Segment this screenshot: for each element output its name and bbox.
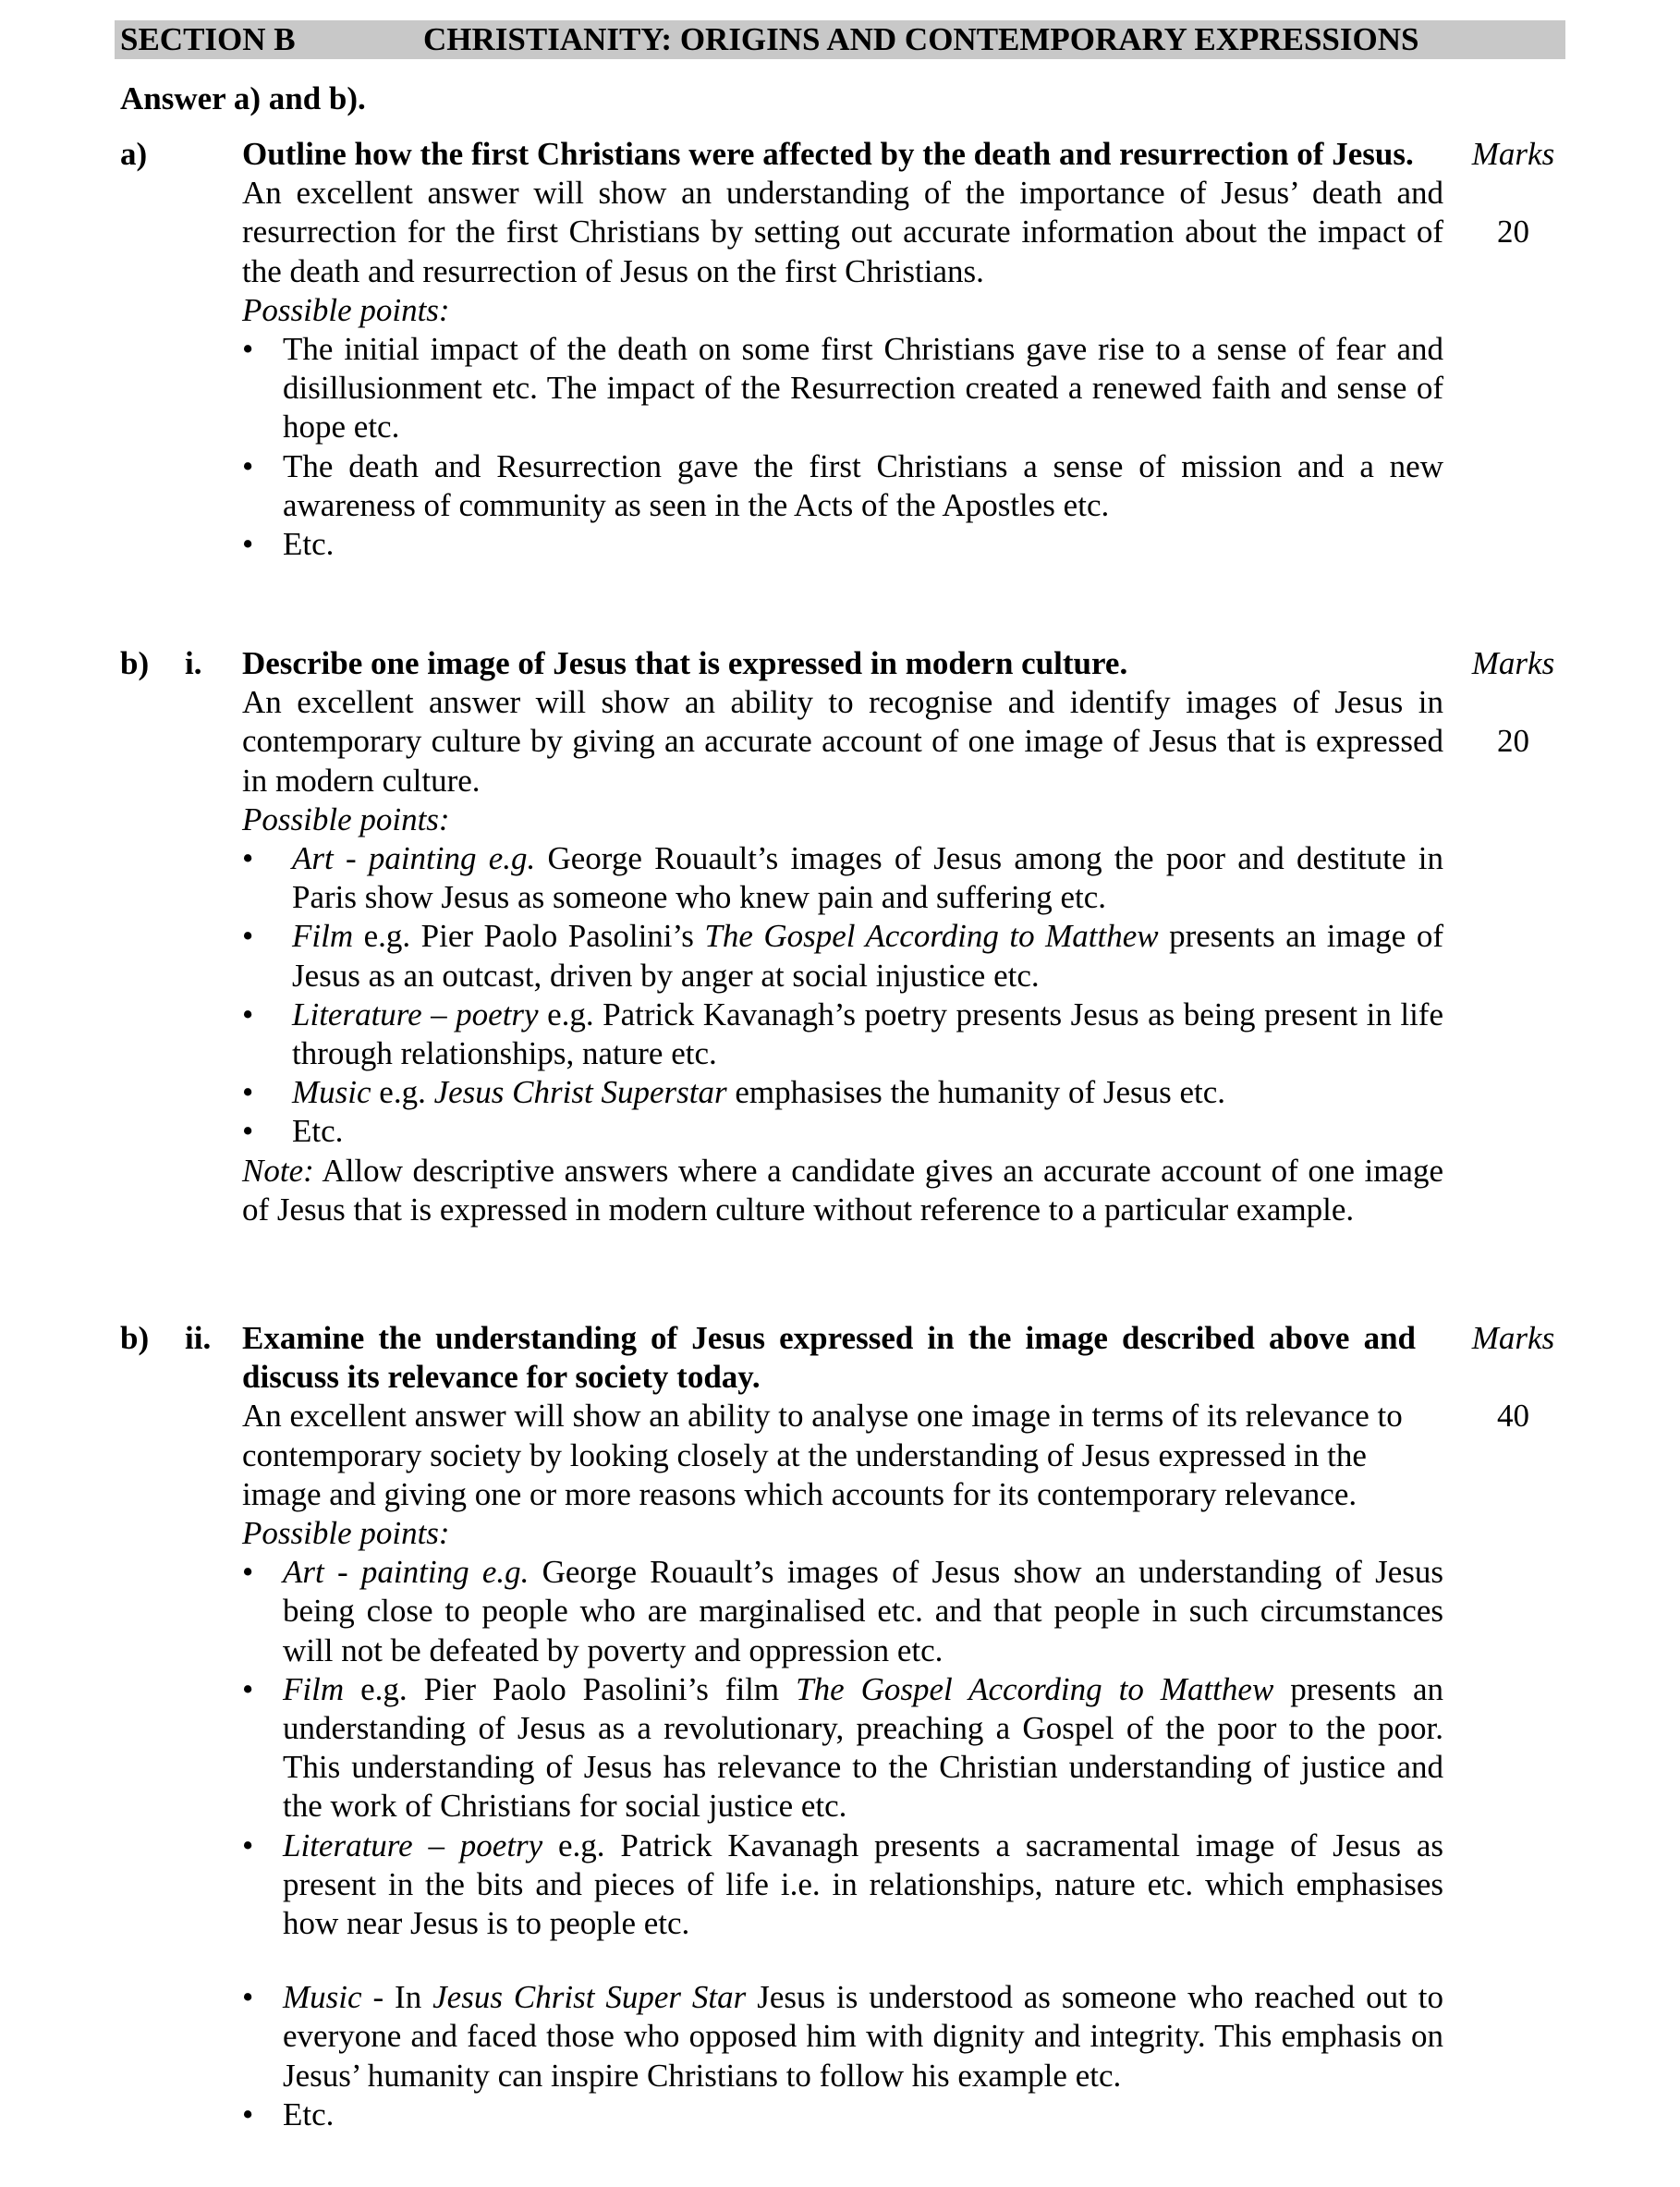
question-a-answer: An excellent answer will show an understanding of the importance of Jesus’ death and resurrection for the first Christians by setting out accurate information about the impact of the death and resurrection of Jesus on the first Christians.	[242, 175, 1443, 289]
marks-label: Marks	[1471, 645, 1555, 681]
list-item: • Music - In Jesus Christ Super Star Jesus is understood as someone who reached out to everyone and faced those who opposed him with dignity and integrity. This emphasis on Jesus’ humanity can inspire Christians to follow his example etc.	[242, 1979, 1443, 2094]
bullet-icon: •	[242, 1670, 254, 1707]
question-b-label: b)	[120, 1320, 150, 1356]
question-b-i-answer: An excellent answer will show an ability to recognise and identify images of Jesus in contemporary culture by giving an accurate account of one image of Jesus that is expressed in modern culture.	[242, 684, 1443, 799]
question-b-sublabel: ii.	[185, 1320, 212, 1356]
question-b-label: b)	[120, 645, 150, 681]
list-item: • Art - painting e.g. George Rouault’s images of Jesus among the poor and destitute in Paris show Jesus as someone who knew pain and suffering etc.	[242, 840, 1443, 916]
question-b-ii-body	[242, 1319, 1443, 2134]
bullet-icon: •	[242, 1554, 254, 1591]
section-header	[115, 20, 1565, 59]
list-item: • Literature – poetry e.g. Patrick Kavanagh presents a sacramental image of Jesus as present in the bits and pieces of life i.e. in relationships, nature etc. which emphasises how near Jesus is to people etc.	[242, 1827, 1443, 1942]
list-item: • Film e.g. Pier Paolo Pasolini’s film The Gospel According to Matthew presents an understanding of Jesus as a revolutionary, preaching a Gospel of the poor to the poor. This understanding of Jesus has relevance to the Christian understanding of justice and the work of Christians for social justice etc.	[242, 1670, 1443, 1825]
question-b-i-text: Describe one image of Jesus that is expressed in modern culture.	[242, 645, 1128, 681]
bullet-icon: •	[242, 918, 254, 955]
bullet-icon: •	[242, 526, 254, 563]
points-list	[242, 330, 1443, 564]
marks-b-i	[1460, 644, 1566, 761]
list-item: • Art - painting e.g. George Rouault’s images of Jesus show an understanding of Jesus being close to people who are marginalised etc. and that people in such circumstances will not be defeated by poverty and oppression etc.	[242, 1554, 1443, 1668]
bullet-icon: •	[242, 1827, 254, 1863]
marks-label: Marks	[1471, 136, 1555, 172]
instruction: Answer a) and b).	[120, 80, 366, 116]
question-a-text: Outline how the first Christians were affected by the death and resurrection of Jesus.	[242, 136, 1414, 172]
bullet-icon: •	[242, 447, 254, 484]
list-item: • Music e.g. Jesus Christ Superstar emphasises the humanity of Jesus etc.	[242, 1073, 1443, 1112]
list-item: • The initial impact of the death on some first Christians gave rise to a sense of fear and disillusionment etc. The impact of the Resurrection created a renewed faith and sense of hope etc.	[242, 331, 1443, 446]
bullet-icon: •	[242, 1074, 254, 1111]
marks-value: 20	[1497, 723, 1529, 759]
question-b-ii-answer: An excellent answer will show an ability to analyse one image in terms of its relevance to contemporary society by looking closely at the understanding of Jesus expressed in the image and giving one or more reasons which accounts for its contemporary relevance.	[242, 1398, 1403, 1512]
list-item: • Literature – poetry e.g. Patrick Kavanagh’s poetry presents Jesus as being present in life through relationships, nature etc.	[242, 996, 1443, 1072]
list-item: • Film e.g. Pier Paolo Pasolini’s The Gospel According to Matthew presents an image of Jesus as an outcast, driven by anger at social injustice etc.	[242, 918, 1443, 994]
spacer	[242, 1943, 1443, 1978]
bullet-icon: •	[242, 2095, 254, 2132]
possible-points-label: Possible points:	[242, 1515, 450, 1552]
list-item: • Etc.	[242, 2095, 1443, 2134]
bullet-icon: •	[242, 840, 254, 877]
question-a-label: a)	[120, 136, 148, 172]
points-list	[242, 1553, 1443, 2134]
question-b-sublabel: i.	[185, 645, 202, 681]
list-item: • Etc.	[242, 525, 1443, 564]
section-label: SECTION B	[120, 21, 296, 57]
question-a-body	[242, 135, 1443, 564]
note: Note: Allow descriptive answers where a candidate gives an accurate account of one image of Jesus that is expressed in modern culture without reference to a particular example.	[242, 1152, 1443, 1228]
possible-points-label: Possible points:	[242, 800, 450, 837]
question-b-ii-text: Examine the understanding of Jesus expressed in the image described above and discuss its relevance for society today.	[242, 1320, 1416, 1396]
marks-label: Marks	[1471, 1320, 1555, 1356]
section-title: CHRISTIANITY: ORIGINS AND CONTEMPORARY EXPRESSIONS	[423, 21, 1419, 57]
bullet-icon: •	[242, 331, 254, 368]
bullet-icon: •	[242, 1979, 254, 2016]
list-item: • Etc.	[242, 1112, 1443, 1151]
points-list	[242, 839, 1443, 1152]
bullet-icon: •	[242, 996, 254, 1032]
bullet-icon: •	[242, 1113, 254, 1150]
marks-value: 40	[1497, 1398, 1529, 1434]
marks-value: 20	[1497, 214, 1529, 250]
marks-a	[1460, 135, 1566, 251]
list-item: • The death and Resurrection gave the first Christians a sense of mission and a new awareness of community as seen in the Acts of the Apostles etc.	[242, 447, 1443, 523]
marks-b-ii	[1460, 1319, 1566, 1436]
question-b-i-body	[242, 644, 1443, 1229]
possible-points-label: Possible points:	[242, 291, 450, 328]
